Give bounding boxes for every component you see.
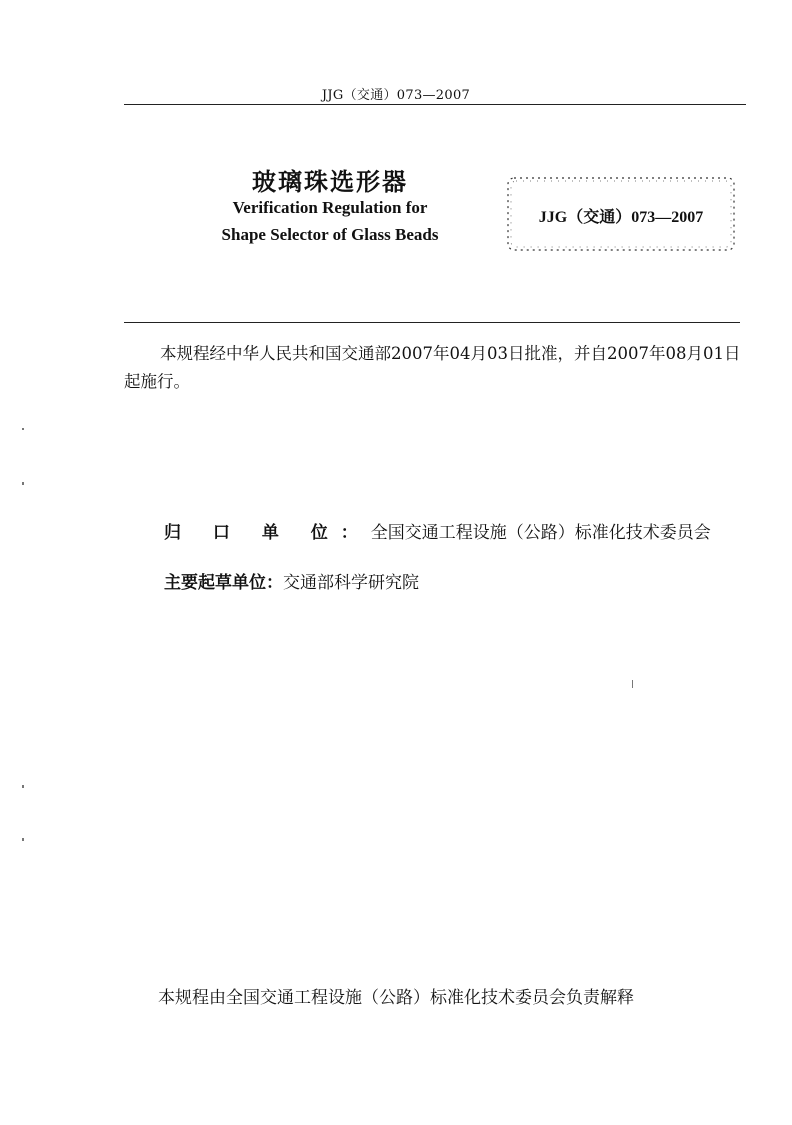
scan-speck bbox=[22, 838, 24, 841]
header-rule bbox=[124, 104, 746, 105]
drafting-unit-value: 交通部科学研究院 bbox=[283, 573, 419, 593]
responsible-unit-value: 全国交通工程设施（公路）标准化技术委员会 bbox=[370, 523, 711, 543]
standard-code-box-text: JJG（交通）073—2007 bbox=[538, 209, 704, 226]
title-chinese: 玻璃珠选形器 bbox=[252, 168, 408, 196]
header-standard-code: JJG（交通）073—2007 bbox=[321, 88, 471, 103]
interpretation-note: 本规程由全国交通工程设施（公路）标准化技术委员会负责解释 bbox=[158, 988, 634, 1008]
drafting-unit-label: 主要起草单位： bbox=[164, 573, 283, 593]
responsible-unit-label: 归 口 单 位： bbox=[164, 523, 371, 543]
standard-code-box bbox=[504, 174, 738, 254]
responsible-unit-row bbox=[164, 518, 711, 543]
scan-speck bbox=[22, 785, 24, 788]
drafting-unit-row bbox=[164, 568, 419, 593]
section-rule bbox=[124, 322, 740, 323]
title-english-line1: Verification Regulation for bbox=[232, 198, 428, 217]
scan-speck bbox=[22, 428, 24, 430]
scan-speck bbox=[22, 482, 24, 485]
title-english-line2: Shape Selector of Glass Beads bbox=[221, 225, 439, 244]
approval-statement: 本规程经中华人民共和国交通部2007年04月03日批准，并自2007年08月01日起施行。 bbox=[124, 344, 741, 391]
scan-speck bbox=[632, 680, 633, 688]
